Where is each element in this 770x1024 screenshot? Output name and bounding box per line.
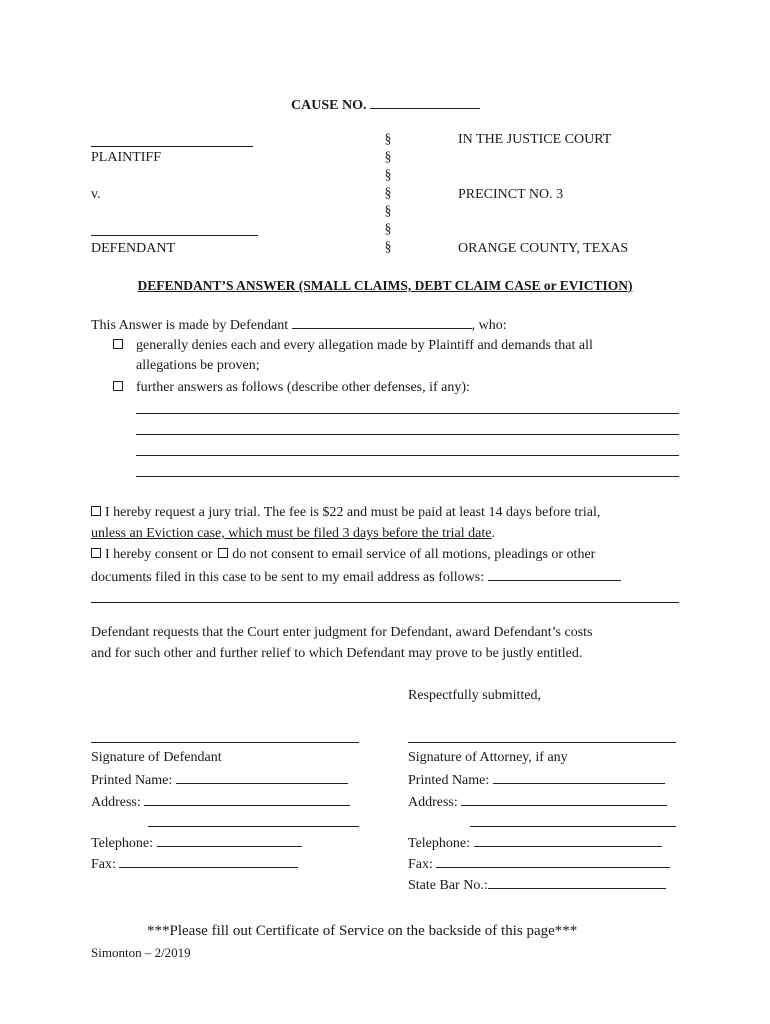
answer-intro-prefix: This Answer is made by Defendant [91, 318, 289, 333]
email-not-consent-checkbox[interactable] [218, 548, 228, 558]
jury-deadline-text: unless an Eviction case, which must be filed 3 days before the trial date [91, 526, 492, 541]
jury-deadline-line [91, 526, 495, 542]
attorney-telephone-field[interactable] [474, 834, 662, 847]
email-address-continuation-line[interactable] [91, 602, 679, 603]
defendant-printed-name-field[interactable] [176, 771, 348, 784]
jury-deadline-period: . [491, 526, 495, 541]
attorney-printed-name-field[interactable] [493, 771, 665, 784]
checkbox-icon[interactable] [113, 381, 123, 391]
email-not-consent-text: do not consent to email service of all motions, pleadings or other [232, 547, 596, 562]
attorney-printed-name-label: Printed Name: [408, 773, 490, 788]
defenses-line[interactable] [136, 434, 679, 435]
attorney-state-bar-field[interactable] [488, 876, 666, 889]
defendant-name-field[interactable] [292, 316, 472, 329]
cause-no-label: CAUSE NO. [291, 98, 367, 113]
checkbox-icon[interactable] [113, 339, 123, 349]
plaintiff-name-line[interactable] [91, 146, 253, 147]
attorney-address [408, 793, 667, 811]
section-symbol: § [384, 222, 392, 237]
defenses-line[interactable] [136, 455, 679, 456]
defenses-line[interactable] [136, 413, 679, 414]
email-address-label: documents filed in this case to be sent to my email address as follows: [91, 570, 485, 585]
judgment-request-2: and for such other and further relief to which Defendant may prove to be justly entitled. [91, 646, 583, 661]
general-denial-text-1: generally denies each and every allegation made by Plaintiff and demands that all [136, 338, 593, 353]
defendant-name-line[interactable] [91, 235, 258, 236]
general-denial-checkbox[interactable] [113, 338, 127, 354]
revision-label: Simonton – 2/2019 [91, 945, 191, 960]
attorney-telephone [408, 834, 662, 852]
cause-no-field[interactable] [370, 96, 480, 109]
further-answers-checkbox[interactable] [113, 380, 127, 396]
attorney-state-bar-label: State Bar No.: [408, 878, 488, 893]
jury-request-line [91, 505, 600, 521]
defendant-printed-name [91, 771, 348, 789]
attorney-signature-label: Signature of Attorney, if any [408, 750, 568, 765]
versus-label: v. [91, 187, 101, 202]
attorney-address-label: Address: [408, 795, 458, 810]
section-symbol: § [384, 150, 392, 165]
section-symbol: § [384, 168, 392, 183]
defendant-address-line-2[interactable] [148, 826, 359, 827]
plaintiff-label: PLAINTIFF [91, 150, 162, 165]
email-consent-text: I hereby consent or [105, 547, 213, 562]
attorney-signature-line[interactable] [408, 742, 676, 743]
closing-text: Respectfully submitted, [408, 688, 541, 703]
general-denial-text-2: allegations be proven; [136, 358, 260, 373]
section-symbol: § [384, 240, 392, 255]
jury-request-text: I hereby request a jury trial. The fee is $22 and must be paid at least 14 days before trial, [105, 505, 601, 520]
defendant-address-field[interactable] [144, 793, 350, 806]
attorney-fax [408, 855, 670, 873]
precinct-number: PRECINCT NO. 3 [458, 187, 564, 202]
attorney-printed-name [408, 771, 665, 789]
jury-request-checkbox[interactable] [91, 506, 101, 516]
cause-number-heading [291, 96, 480, 114]
section-symbol: § [384, 204, 392, 219]
defendant-address-label: Address: [91, 795, 141, 810]
email-consent-checkbox[interactable] [91, 548, 101, 558]
defendant-printed-name-label: Printed Name: [91, 773, 173, 788]
email-address-field[interactable] [488, 568, 621, 581]
defendant-telephone [91, 834, 302, 852]
further-answers-text: further answers as follows (describe other defenses, if any): [136, 380, 470, 395]
defendant-fax-field[interactable] [119, 855, 298, 868]
defendant-signature-line[interactable] [91, 742, 359, 743]
email-address-line [91, 568, 621, 586]
answer-intro-suffix: , who: [471, 318, 507, 333]
county-name: ORANGE COUNTY, TEXAS [458, 241, 629, 256]
attorney-telephone-label: Telephone: [408, 836, 470, 851]
attorney-address-line-2[interactable] [470, 826, 676, 827]
attorney-state-bar [408, 876, 666, 894]
defendant-fax [91, 855, 298, 873]
attorney-fax-field[interactable] [436, 855, 670, 868]
section-symbol: § [384, 132, 392, 147]
defendant-telephone-field[interactable] [157, 834, 302, 847]
defendant-telephone-label: Telephone: [91, 836, 153, 851]
attorney-fax-label: Fax: [408, 857, 433, 872]
defendant-fax-label: Fax: [91, 857, 116, 872]
defendant-signature-label: Signature of Defendant [91, 750, 222, 765]
defendant-label: DEFENDANT [91, 241, 175, 256]
section-symbol: § [384, 186, 392, 201]
defendant-address [91, 793, 350, 811]
defenses-line[interactable] [136, 476, 679, 477]
judgment-request-1: Defendant requests that the Court enter judgment for Defendant, award Defendant’s costs [91, 625, 593, 640]
email-consent-line [91, 547, 595, 563]
answer-intro [91, 316, 507, 334]
attorney-address-field[interactable] [461, 793, 667, 806]
certificate-of-service-note: ***Please fill out Certificate of Service on the backside of this page*** [147, 923, 578, 939]
document-title: DEFENDANT’S ANSWER (SMALL CLAIMS, DEBT CLAIM CASE or EVICTION) [137, 278, 633, 293]
court-name: IN THE JUSTICE COURT [458, 132, 612, 147]
